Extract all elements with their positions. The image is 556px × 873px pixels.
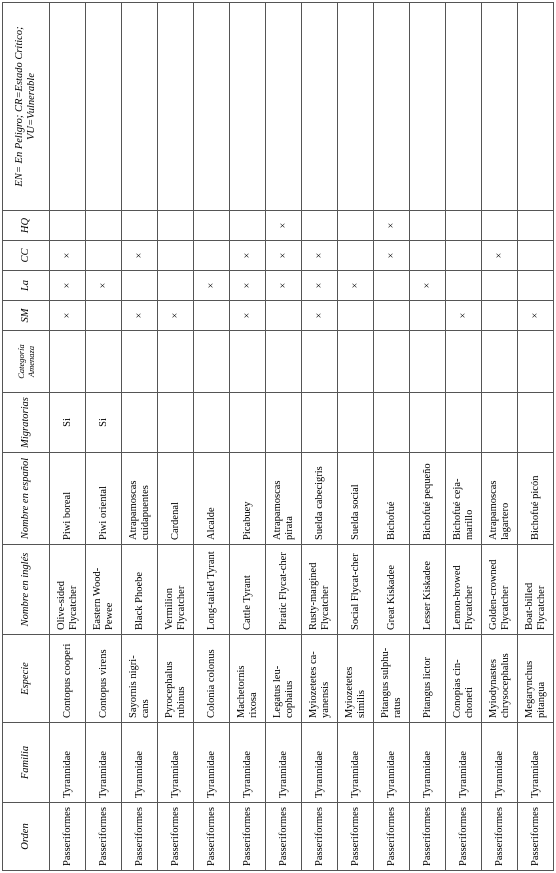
cell-hq-mark: × [266, 211, 302, 241]
cell-especie: Contopus cooperi [50, 635, 86, 723]
cell-nombre-espanol: Bichofué [374, 453, 410, 545]
cell-la-mark [374, 271, 410, 301]
cell-hq-mark [50, 211, 86, 241]
cell-nombre-ingles: Vermilion Flycatcher [158, 545, 194, 635]
cell-nombre-ingles: Rusty-margined Flycatcher [302, 545, 338, 635]
cell-nombre-espanol: Suelda social [338, 453, 374, 545]
cell-sm-mark [266, 301, 302, 331]
cell-especie: Legatus leu-cophaius [266, 635, 302, 723]
cell-familia: Tyrannidae [302, 723, 338, 803]
table-row [338, 3, 374, 871]
cell-categoria [338, 331, 374, 393]
cell-nombre-ingles: Social Flycat-cher [338, 545, 374, 635]
cell-la-mark [518, 271, 554, 301]
header-row [3, 3, 50, 871]
cell-categoria [50, 331, 86, 393]
cell-hq-mark [230, 211, 266, 241]
cell-categoria [302, 331, 338, 393]
cell-nombre-espanol: Suelda cabecigris [302, 453, 338, 545]
cell-categoria [194, 331, 230, 393]
cell-legend [446, 3, 482, 211]
cell-nombre-espanol: Bichofué pequeño [410, 453, 446, 545]
cell-nombre-espanol: Cardenal [158, 453, 194, 545]
cell-familia: Tyrannidae [518, 723, 554, 803]
cell-categoria [158, 331, 194, 393]
cell-especie: Contopus virens [86, 635, 122, 723]
cell-legend [50, 3, 86, 211]
table-row [50, 3, 86, 871]
cell-nombre-espanol: Alcalde [194, 453, 230, 545]
cell-migratorias [194, 393, 230, 453]
cell-orden: Passeriformes [338, 803, 374, 871]
cell-legend [230, 3, 266, 211]
cell-orden: Passeriformes [302, 803, 338, 871]
cell-categoria [266, 331, 302, 393]
cell-especie: Pyrocephalus rubinus [158, 635, 194, 723]
cell-especie: Pitangus lictor [410, 635, 446, 723]
cell-hq-mark [86, 211, 122, 241]
cell-sm-mark: × [302, 301, 338, 331]
cell-sm-mark: × [230, 301, 266, 331]
header-orden: Orden [3, 803, 50, 871]
cell-categoria [446, 331, 482, 393]
cell-legend [518, 3, 554, 211]
cell-sm-mark: × [446, 301, 482, 331]
cell-nombre-espanol: Picabuey [230, 453, 266, 545]
cell-legend [374, 3, 410, 211]
cell-hq-mark [482, 211, 518, 241]
cell-la-mark: × [50, 271, 86, 301]
cell-orden: Passeriformes [50, 803, 86, 871]
table-row [266, 3, 302, 871]
cell-migratorias [518, 393, 554, 453]
cell-orden: Passeriformes [374, 803, 410, 871]
table-row [158, 3, 194, 871]
cell-nombre-espanol: Atrapamoscas lagartero [482, 453, 518, 545]
cell-nombre-ingles: Piratic Flycat-cher [266, 545, 302, 635]
cell-especie: Colonia colonus [194, 635, 230, 723]
cell-sm-mark [482, 301, 518, 331]
cell-cc-mark [86, 241, 122, 271]
cell-la-mark: × [266, 271, 302, 301]
cell-cc-mark [446, 241, 482, 271]
cell-legend [122, 3, 158, 211]
cell-cc-mark: × [50, 241, 86, 271]
cell-la-mark [482, 271, 518, 301]
cell-orden: Passeriformes [230, 803, 266, 871]
cell-cc-mark: × [302, 241, 338, 271]
cell-legend [266, 3, 302, 211]
cell-la-mark: × [302, 271, 338, 301]
header-la: La [3, 271, 50, 301]
cell-categoria [230, 331, 266, 393]
cell-cc-mark: × [374, 241, 410, 271]
table-row [410, 3, 446, 871]
cell-migratorias [266, 393, 302, 453]
cell-migratorias [302, 393, 338, 453]
cell-legend [194, 3, 230, 211]
header-hq: HQ [3, 211, 50, 241]
cell-sm-mark [86, 301, 122, 331]
cell-nombre-ingles: Long-tailed Tyrant [194, 545, 230, 635]
cell-nombre-espanol: Atrapamoscas cuidapuentes [122, 453, 158, 545]
cell-legend [302, 3, 338, 211]
cell-la-mark: × [230, 271, 266, 301]
table-row [86, 3, 122, 871]
cell-especie: Sayornis nigri-cans [122, 635, 158, 723]
cell-orden: Passeriformes [158, 803, 194, 871]
cell-cc-mark: × [266, 241, 302, 271]
cell-familia: Tyrannidae [122, 723, 158, 803]
cell-sm-mark [194, 301, 230, 331]
cell-legend [482, 3, 518, 211]
cell-nombre-espanol: Bichofué picón [518, 453, 554, 545]
cell-la-mark [158, 271, 194, 301]
cell-orden: Passeriformes [410, 803, 446, 871]
cell-familia: Tyrannidae [410, 723, 446, 803]
cell-orden: Passeriformes [122, 803, 158, 871]
cell-categoria [482, 331, 518, 393]
cell-orden: Passeriformes [446, 803, 482, 871]
cell-migratorias [338, 393, 374, 453]
cell-hq-mark [158, 211, 194, 241]
cell-especie: Conopias cin-choneti [446, 635, 482, 723]
cell-hq-mark [410, 211, 446, 241]
cell-sm-mark: × [50, 301, 86, 331]
cell-nombre-ingles: Cattle Tyrant [230, 545, 266, 635]
header-cc: CC [3, 241, 50, 271]
cell-especie: Megarynchus pitangua [518, 635, 554, 723]
cell-especie: Pitangus sulphu-ratus [374, 635, 410, 723]
cell-la-mark [446, 271, 482, 301]
cell-legend [158, 3, 194, 211]
cell-sm-mark: × [158, 301, 194, 331]
cell-hq-mark [518, 211, 554, 241]
cell-orden: Passeriformes [482, 803, 518, 871]
table-row [482, 3, 518, 871]
header-nombre-espanol: Nombre en español [3, 453, 50, 545]
cell-sm-mark [374, 301, 410, 331]
cell-hq-mark [122, 211, 158, 241]
cell-hq-mark [446, 211, 482, 241]
cell-migratorias: Si [86, 393, 122, 453]
table-row [302, 3, 338, 871]
cell-cc-mark: × [482, 241, 518, 271]
cell-hq-mark [194, 211, 230, 241]
cell-hq-mark [338, 211, 374, 241]
header-especie: Especie [3, 635, 50, 723]
cell-migratorias [122, 393, 158, 453]
cell-categoria [410, 331, 446, 393]
cell-cc-mark [158, 241, 194, 271]
cell-cc-mark: × [230, 241, 266, 271]
cell-la-mark: × [338, 271, 374, 301]
cell-familia: Tyrannidae [158, 723, 194, 803]
header-migratorias: Migratorias [3, 393, 50, 453]
cell-la-mark: × [86, 271, 122, 301]
cell-migratorias [482, 393, 518, 453]
cell-nombre-espanol: Atrapamoscas pirata [266, 453, 302, 545]
cell-nombre-ingles: Eastern Wood-Pewee [86, 545, 122, 635]
cell-sm-mark [410, 301, 446, 331]
cell-orden: Passeriformes [518, 803, 554, 871]
cell-nombre-espanol: Bichofué ceja-marillo [446, 453, 482, 545]
cell-legend [410, 3, 446, 211]
cell-familia: Tyrannidae [374, 723, 410, 803]
cell-legend [338, 3, 374, 211]
table-row [194, 3, 230, 871]
cell-cc-mark [338, 241, 374, 271]
cell-orden: Passeriformes [194, 803, 230, 871]
table-row [374, 3, 410, 871]
species-table [2, 2, 554, 871]
cell-familia: Tyrannidae [230, 723, 266, 803]
cell-migratorias [374, 393, 410, 453]
cell-cc-mark [410, 241, 446, 271]
cell-especie: Machetornis rixosa [230, 635, 266, 723]
cell-nombre-ingles: Lemon-browed Flycatcher [446, 545, 482, 635]
cell-hq-mark: × [374, 211, 410, 241]
cell-nombre-ingles: Great Kiskadee [374, 545, 410, 635]
cell-legend [86, 3, 122, 211]
cell-nombre-ingles: Olive-sided Flycatcher [50, 545, 86, 635]
cell-familia: Tyrannidae [446, 723, 482, 803]
table-body [50, 3, 554, 871]
table-row [446, 3, 482, 871]
cell-sm-mark [338, 301, 374, 331]
header-nombre-ingles: Nombre en inglés [3, 545, 50, 635]
cell-migratorias [446, 393, 482, 453]
cell-categoria [374, 331, 410, 393]
cell-hq-mark [302, 211, 338, 241]
cell-cc-mark [194, 241, 230, 271]
table-row [122, 3, 158, 871]
table-row [518, 3, 554, 871]
cell-nombre-ingles: Black Phoebe [122, 545, 158, 635]
cell-familia: Tyrannidae [194, 723, 230, 803]
cell-categoria [86, 331, 122, 393]
cell-familia: Tyrannidae [266, 723, 302, 803]
table-row [230, 3, 266, 871]
cell-nombre-ingles: Lesser Kiskadee [410, 545, 446, 635]
header-legend: EN= En Peligro; CR=Estado Crítico; VU=Vulnerable [3, 3, 50, 211]
cell-migratorias [158, 393, 194, 453]
cell-especie: Myiozetetes ca-yanensis [302, 635, 338, 723]
cell-orden: Passeriformes [266, 803, 302, 871]
cell-familia: Tyrannidae [86, 723, 122, 803]
cell-la-mark: × [194, 271, 230, 301]
cell-categoria [518, 331, 554, 393]
cell-cc-mark [518, 241, 554, 271]
header-categoria: Categoría Amenaza [3, 331, 50, 393]
cell-nombre-espanol: Piwi oriental [86, 453, 122, 545]
cell-sm-mark: × [518, 301, 554, 331]
cell-nombre-espanol: Piwi boreal [50, 453, 86, 545]
cell-migratorias [230, 393, 266, 453]
cell-la-mark: × [410, 271, 446, 301]
header-sm: SM [3, 301, 50, 331]
cell-orden: Passeriformes [86, 803, 122, 871]
cell-la-mark [122, 271, 158, 301]
cell-especie: Myiozetetes similis [338, 635, 374, 723]
header-familia: Familia [3, 723, 50, 803]
cell-migratorias [410, 393, 446, 453]
cell-familia: Tyrannidae [50, 723, 86, 803]
cell-nombre-ingles: Boat-billed Flycatcher [518, 545, 554, 635]
cell-categoria [122, 331, 158, 393]
cell-cc-mark: × [122, 241, 158, 271]
cell-especie: Myiodynastes chrysocephalus [482, 635, 518, 723]
cell-nombre-ingles: Golden-crowned Flycatcher [482, 545, 518, 635]
cell-sm-mark: × [122, 301, 158, 331]
cell-familia: Tyrannidae [338, 723, 374, 803]
cell-familia: Tyrannidae [482, 723, 518, 803]
cell-migratorias: Si [50, 393, 86, 453]
